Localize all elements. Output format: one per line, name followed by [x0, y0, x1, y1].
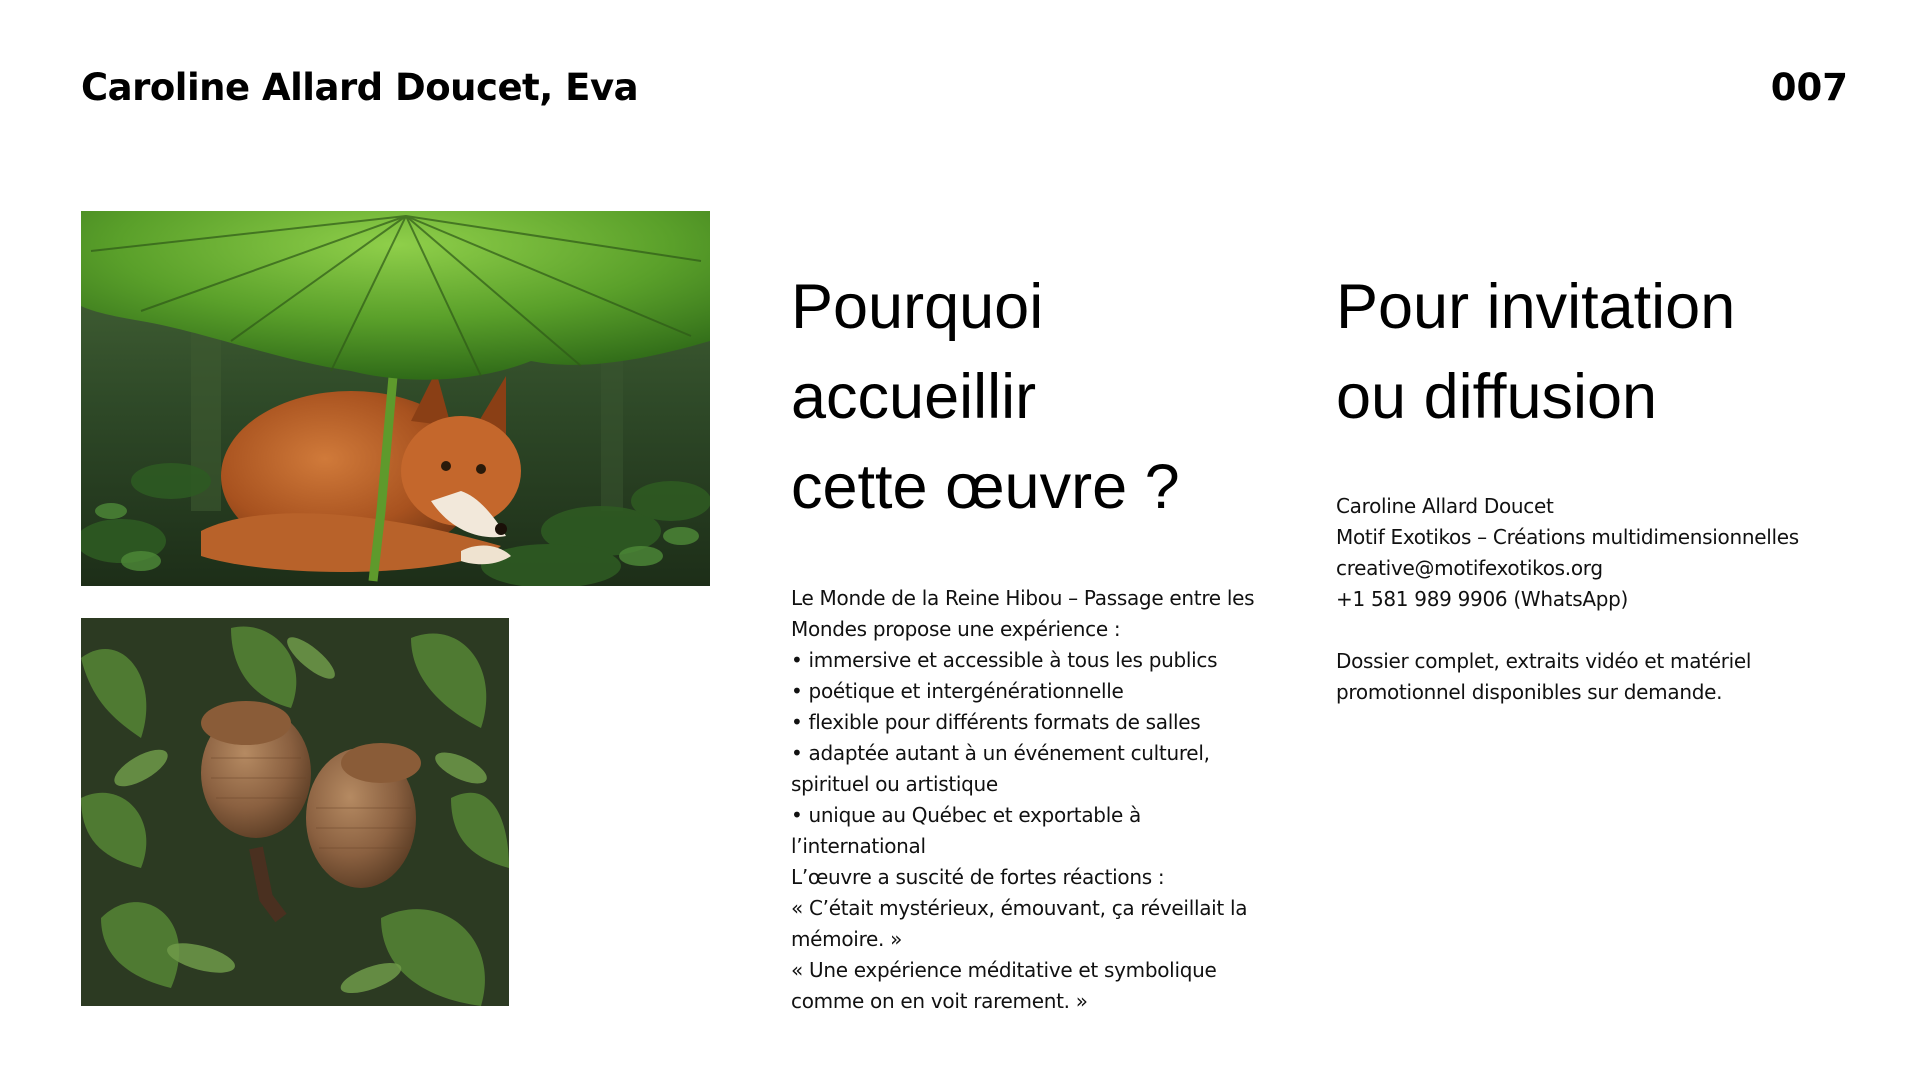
contact-heading-line-1: Pour invitation — [1336, 272, 1736, 342]
why-line: Mondes propose une expérience : — [791, 617, 1121, 641]
why-quote: comme on en voit rarement. » — [791, 989, 1088, 1013]
why-bullet: • immersive et accessible à tous les publics — [791, 648, 1218, 672]
acorns-in-grass-image — [81, 618, 509, 1006]
fox-under-leaf-image — [81, 211, 710, 586]
contact-details — [1336, 491, 1876, 708]
why-bullet: • unique au Québec et exportable à — [791, 803, 1141, 827]
contact-note-line: Dossier complet, extraits vidéo et matériel — [1336, 649, 1752, 673]
why-quote: « Une expérience méditative et symbolique — [791, 958, 1217, 982]
why-heading-line-3: cette œuvre ? — [791, 452, 1180, 522]
why-heading-line-1: Pourquoi — [791, 272, 1044, 342]
presenter-name: Caroline Allard Doucet, Eva — [81, 66, 639, 109]
why-line: spirituel ou artistique — [791, 772, 998, 796]
contact-organization: Motif Exotikos – Créations multidimensionnelles — [1336, 525, 1799, 549]
why-bullet: • adaptée autant à un événement culturel, — [791, 741, 1210, 765]
why-quote: mémoire. » — [791, 927, 903, 951]
contact-email-link[interactable]: creative@motifexotikos.org — [1336, 556, 1603, 580]
contact-heading — [1336, 262, 1735, 442]
why-heading-line-2: accueillir — [791, 362, 1037, 432]
contact-phone: +1 581 989 9906 (WhatsApp) — [1336, 587, 1629, 611]
contact-heading-line-2: ou diffusion — [1336, 362, 1658, 432]
why-description — [791, 583, 1291, 1017]
why-heading — [791, 262, 1180, 532]
page-number: 007 — [1770, 66, 1848, 109]
why-bullet: • flexible pour différents formats de salles — [791, 710, 1201, 734]
why-bullet: • poétique et intergénérationnelle — [791, 679, 1124, 703]
why-line: L’œuvre a suscité de fortes réactions : — [791, 865, 1165, 889]
spacer — [1336, 615, 1876, 646]
why-line: Le Monde de la Reine Hibou – Passage entre les — [791, 586, 1255, 610]
contact-note-line: promotionnel disponibles sur demande. — [1336, 680, 1723, 704]
why-line: l’international — [791, 834, 926, 858]
contact-name: Caroline Allard Doucet — [1336, 494, 1554, 518]
why-quote: « C’était mystérieux, émouvant, ça réveillait la — [791, 896, 1248, 920]
